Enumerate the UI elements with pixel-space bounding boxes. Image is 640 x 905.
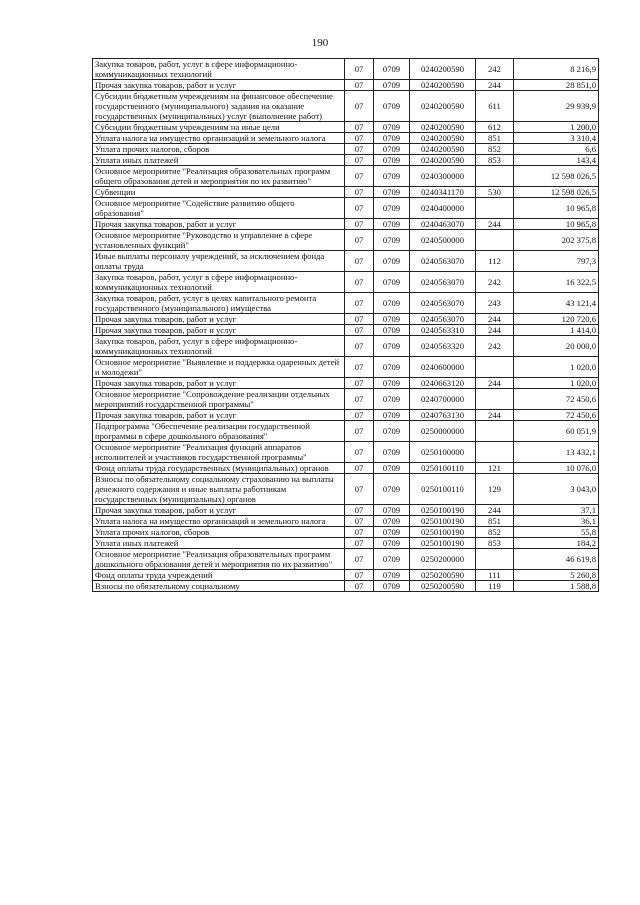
expense-type-cell: 119	[476, 581, 514, 592]
table-row	[93, 59, 599, 80]
section-code-cell: 07	[345, 357, 374, 378]
amount-cell: 60 051,9	[514, 421, 599, 442]
table-row	[93, 527, 599, 538]
section-code-cell: 07	[345, 198, 374, 219]
subsection-code-cell: 0709	[374, 198, 410, 219]
table-row	[93, 251, 599, 272]
expense-name-cell: Фонд оплаты труда государственных (муниципальных) органов	[93, 463, 345, 474]
table-row	[93, 516, 599, 527]
section-code-cell: 07	[345, 463, 374, 474]
subsection-code-cell: 0709	[374, 549, 410, 570]
subsection-code-cell: 0709	[374, 527, 410, 538]
subsection-code-cell: 0709	[374, 272, 410, 293]
subsection-code-cell: 0709	[374, 505, 410, 516]
target-article-cell: 0240563320	[410, 336, 476, 357]
amount-cell: 72 450,6	[514, 389, 599, 410]
target-article-cell: 0240563070	[410, 314, 476, 325]
expense-name-cell: Основное мероприятие "Руководство и управление в сфере установленных функций"	[93, 230, 345, 251]
section-code-cell: 07	[345, 80, 374, 91]
amount-cell: 797,3	[514, 251, 599, 272]
subsection-code-cell: 0709	[374, 570, 410, 581]
expense-type-cell: 852	[476, 144, 514, 155]
target-article-cell: 0240763130	[410, 410, 476, 421]
expense-type-cell: 129	[476, 474, 514, 505]
expense-type-cell: 242	[476, 59, 514, 80]
expense-type-cell: 242	[476, 336, 514, 357]
table-row	[93, 463, 599, 474]
amount-cell: 29 939,9	[514, 91, 599, 122]
target-article-cell: 0250100190	[410, 505, 476, 516]
table-row	[93, 505, 599, 516]
section-code-cell: 07	[345, 272, 374, 293]
expense-name-cell: Основное мероприятие "Содействие развитию общего образования"	[93, 198, 345, 219]
table-row	[93, 421, 599, 442]
expense-name-cell: Уплата прочих налогов, сборов	[93, 527, 345, 538]
amount-cell: 43 121,4	[514, 293, 599, 314]
table-row	[93, 230, 599, 251]
table-row	[93, 325, 599, 336]
subsection-code-cell: 0709	[374, 314, 410, 325]
section-code-cell: 07	[345, 166, 374, 187]
subsection-code-cell: 0709	[374, 155, 410, 166]
target-article-cell: 0250200000	[410, 549, 476, 570]
table-row	[93, 538, 599, 549]
subsection-code-cell: 0709	[374, 219, 410, 230]
expense-type-cell	[476, 230, 514, 251]
target-article-cell: 0240700000	[410, 389, 476, 410]
target-article-cell: 0240563070	[410, 251, 476, 272]
expense-type-cell	[476, 421, 514, 442]
expense-type-cell: 612	[476, 122, 514, 133]
expense-name-cell: Субвенции	[93, 187, 345, 198]
section-code-cell: 07	[345, 230, 374, 251]
subsection-code-cell: 0709	[374, 421, 410, 442]
amount-cell: 1 588,8	[514, 581, 599, 592]
expense-name-cell: Уплата иных платежей	[93, 538, 345, 549]
subsection-code-cell: 0709	[374, 389, 410, 410]
subsection-code-cell: 0709	[374, 538, 410, 549]
table-row	[93, 187, 599, 198]
expense-type-cell: 243	[476, 293, 514, 314]
expense-name-cell: Подпрограмма "Обеспечение реализации государственной программы в сфере дошкольного образования"	[93, 421, 345, 442]
table-row	[93, 474, 599, 505]
subsection-code-cell: 0709	[374, 442, 410, 463]
expense-type-cell: 244	[476, 505, 514, 516]
table-row	[93, 122, 599, 133]
expense-type-cell: 121	[476, 463, 514, 474]
target-article-cell: 0250200590	[410, 570, 476, 581]
table-row	[93, 166, 599, 187]
subsection-code-cell: 0709	[374, 516, 410, 527]
amount-cell: 12 598 026,5	[514, 187, 599, 198]
section-code-cell: 07	[345, 187, 374, 198]
amount-cell: 1 020,0	[514, 357, 599, 378]
table-row	[93, 91, 599, 122]
subsection-code-cell: 0709	[374, 59, 410, 80]
target-article-cell: 0240300000	[410, 166, 476, 187]
amount-cell: 55,8	[514, 527, 599, 538]
amount-cell: 28 851,0	[514, 80, 599, 91]
expense-name-cell: Прочая закупка товаров, работ и услуг	[93, 410, 345, 421]
expense-type-cell: 851	[476, 133, 514, 144]
section-code-cell: 07	[345, 155, 374, 166]
subsection-code-cell: 0709	[374, 293, 410, 314]
expense-type-cell: 242	[476, 272, 514, 293]
expense-type-cell: 244	[476, 325, 514, 336]
amount-cell: 6,6	[514, 144, 599, 155]
expense-name-cell: Закупка товаров, работ, услуг в сфере информационно-коммуникационных технологий	[93, 59, 345, 80]
section-code-cell: 07	[345, 122, 374, 133]
amount-cell: 3 043,0	[514, 474, 599, 505]
target-article-cell: 0250100190	[410, 538, 476, 549]
subsection-code-cell: 0709	[374, 166, 410, 187]
expense-name-cell: Основное мероприятие "Реализация образовательных программ дошкольного образования детей и мероприятия по их развитию"	[93, 549, 345, 570]
table-row	[93, 570, 599, 581]
table-row	[93, 144, 599, 155]
subsection-code-cell: 0709	[374, 144, 410, 155]
expense-name-cell: Уплата иных платежей	[93, 155, 345, 166]
table-row	[93, 442, 599, 463]
expense-type-cell: 244	[476, 219, 514, 230]
target-article-cell: 0250100000	[410, 442, 476, 463]
expense-name-cell: Основное мероприятие "Выявление и поддержка одаренных детей и молодежи"	[93, 357, 345, 378]
expense-type-cell: 111	[476, 570, 514, 581]
expense-name-cell: Прочая закупка товаров, работ и услуг	[93, 325, 345, 336]
section-code-cell: 07	[345, 251, 374, 272]
target-article-cell: 0250100190	[410, 527, 476, 538]
section-code-cell: 07	[345, 293, 374, 314]
amount-cell: 120 720,6	[514, 314, 599, 325]
expense-name-cell: Взносы по обязательному социальному страхованию на выплаты денежного содержания и иные выплаты работникам государственных (муниципальных) органов	[93, 474, 345, 505]
amount-cell: 184,2	[514, 538, 599, 549]
subsection-code-cell: 0709	[374, 581, 410, 592]
expense-type-cell: 244	[476, 314, 514, 325]
expense-type-cell: 611	[476, 91, 514, 122]
target-article-cell: 0240200590	[410, 133, 476, 144]
section-code-cell: 07	[345, 516, 374, 527]
expense-name-cell: Основное мероприятие "Сопровождение реализации отдельных мероприятий государственной программы"	[93, 389, 345, 410]
page-number: 190	[311, 37, 329, 49]
target-article-cell: 0240200590	[410, 155, 476, 166]
expense-name-cell: Прочая закупка товаров, работ и услуг	[93, 80, 345, 91]
section-code-cell: 07	[345, 336, 374, 357]
target-article-cell: 0240200590	[410, 59, 476, 80]
target-article-cell: 0240563070	[410, 272, 476, 293]
target-article-cell: 0240341170	[410, 187, 476, 198]
section-code-cell: 07	[345, 314, 374, 325]
expense-name-cell: Субсидии бюджетным учреждениям на финансовое обеспечение государственного (муниципального) задания на оказание государственных (муниципальных) услуг (выполнение работ)	[93, 91, 345, 122]
expense-type-cell: 244	[476, 410, 514, 421]
amount-cell: 46 619,8	[514, 549, 599, 570]
expense-type-cell: 851	[476, 516, 514, 527]
expense-name-cell: Прочая закупка товаров, работ и услуг	[93, 505, 345, 516]
target-article-cell: 0250000000	[410, 421, 476, 442]
section-code-cell: 07	[345, 410, 374, 421]
table-row	[93, 272, 599, 293]
table-row	[93, 80, 599, 91]
target-article-cell: 0240600000	[410, 357, 476, 378]
subsection-code-cell: 0709	[374, 463, 410, 474]
expense-name-cell: Субсидии бюджетным учреждениям на иные цели	[93, 122, 345, 133]
subsection-code-cell: 0709	[374, 187, 410, 198]
amount-cell: 1 020,0	[514, 378, 599, 389]
amount-cell: 1 200,0	[514, 122, 599, 133]
subsection-code-cell: 0709	[374, 336, 410, 357]
target-article-cell: 0240663120	[410, 378, 476, 389]
expense-name-cell: Закупка товаров, работ, услуг в сфере информационно-коммуникационных технологий	[93, 272, 345, 293]
table-row	[93, 357, 599, 378]
subsection-code-cell: 0709	[374, 91, 410, 122]
amount-cell: 143,4	[514, 155, 599, 166]
expense-name-cell: Иные выплаты персоналу учреждений, за исключением фонда оплаты труда	[93, 251, 345, 272]
amount-cell: 1 414,0	[514, 325, 599, 336]
target-article-cell: 0240200590	[410, 80, 476, 91]
expense-type-cell: 112	[476, 251, 514, 272]
section-code-cell: 07	[345, 505, 374, 516]
target-article-cell: 0250100190	[410, 516, 476, 527]
table-row	[93, 293, 599, 314]
subsection-code-cell: 0709	[374, 378, 410, 389]
section-code-cell: 07	[345, 325, 374, 336]
section-code-cell: 07	[345, 144, 374, 155]
target-article-cell: 0240563070	[410, 293, 476, 314]
expense-name-cell: Взносы по обязательному социальному	[93, 581, 345, 592]
target-article-cell: 0250100110	[410, 474, 476, 505]
expense-type-cell	[476, 442, 514, 463]
amount-cell: 12 598 026,5	[514, 166, 599, 187]
section-code-cell: 07	[345, 527, 374, 538]
section-code-cell: 07	[345, 59, 374, 80]
table-row	[93, 581, 599, 592]
expense-name-cell: Уплата налога на имущество организаций и земельного налога	[93, 516, 345, 527]
subsection-code-cell: 0709	[374, 410, 410, 421]
section-code-cell: 07	[345, 378, 374, 389]
target-article-cell: 0250100110	[410, 463, 476, 474]
expense-type-cell	[476, 389, 514, 410]
section-code-cell: 07	[345, 219, 374, 230]
target-article-cell: 0240400000	[410, 198, 476, 219]
section-code-cell: 07	[345, 133, 374, 144]
subsection-code-cell: 0709	[374, 80, 410, 91]
expense-type-cell	[476, 357, 514, 378]
subsection-code-cell: 0709	[374, 122, 410, 133]
expense-name-cell: Закупка товаров, работ, услуг в целях капитального ремонта государственного (муниципального) имущества	[93, 293, 345, 314]
section-code-cell: 07	[345, 421, 374, 442]
target-article-cell: 0240463070	[410, 219, 476, 230]
table-row	[93, 133, 599, 144]
section-code-cell: 07	[345, 389, 374, 410]
expense-type-cell: 244	[476, 378, 514, 389]
amount-cell: 8 216,9	[514, 59, 599, 80]
section-code-cell: 07	[345, 581, 374, 592]
table-row	[93, 198, 599, 219]
section-code-cell: 07	[345, 474, 374, 505]
amount-cell: 16 322,5	[514, 272, 599, 293]
expense-name-cell: Закупка товаров, работ, услуг в сфере информационно-коммуникационных технологий	[93, 336, 345, 357]
subsection-code-cell: 0709	[374, 251, 410, 272]
subsection-code-cell: 0709	[374, 474, 410, 505]
target-article-cell: 0240200590	[410, 91, 476, 122]
target-article-cell: 0240563310	[410, 325, 476, 336]
amount-cell: 36,1	[514, 516, 599, 527]
target-article-cell: 0240200590	[410, 144, 476, 155]
subsection-code-cell: 0709	[374, 325, 410, 336]
subsection-code-cell: 0709	[374, 133, 410, 144]
expense-name-cell: Основное мероприятие "Реализация образовательных программ общего образования детей и мероприятия по их развитию"	[93, 166, 345, 187]
amount-cell: 10 965,8	[514, 219, 599, 230]
section-code-cell: 07	[345, 549, 374, 570]
table-row	[93, 549, 599, 570]
target-article-cell: 0250200590	[410, 581, 476, 592]
table-row	[93, 336, 599, 357]
table-row	[93, 314, 599, 325]
budget-table-body	[93, 59, 599, 592]
expense-name-cell: Основное мероприятие "Реализация функций аппаратов исполнителей и участников государственной программы"	[93, 442, 345, 463]
table-row	[93, 155, 599, 166]
section-code-cell: 07	[345, 538, 374, 549]
amount-cell: 10 076,0	[514, 463, 599, 474]
expense-name-cell: Фонд оплаты труда учреждений	[93, 570, 345, 581]
amount-cell: 13 432,1	[514, 442, 599, 463]
subsection-code-cell: 0709	[374, 357, 410, 378]
section-code-cell: 07	[345, 442, 374, 463]
expense-name-cell: Прочая закупка товаров, работ и услуг	[93, 378, 345, 389]
amount-cell: 202 375,8	[514, 230, 599, 251]
table-row	[93, 378, 599, 389]
budget-table	[92, 58, 599, 592]
expense-type-cell	[476, 166, 514, 187]
section-code-cell: 07	[345, 91, 374, 122]
amount-cell: 3 310,4	[514, 133, 599, 144]
amount-cell: 72 450,6	[514, 410, 599, 421]
amount-cell: 20 000,0	[514, 336, 599, 357]
amount-cell: 5 260,8	[514, 570, 599, 581]
expense-name-cell: Прочая закупка товаров, работ и услуг	[93, 314, 345, 325]
expense-name-cell: Прочая закупка товаров, работ и услуг	[93, 219, 345, 230]
table-row	[93, 410, 599, 421]
expense-name-cell: Уплата прочих налогов, сборов	[93, 144, 345, 155]
expense-type-cell: 530	[476, 187, 514, 198]
expense-type-cell	[476, 549, 514, 570]
amount-cell: 10 965,8	[514, 198, 599, 219]
expense-type-cell: 853	[476, 538, 514, 549]
table-row	[93, 219, 599, 230]
expense-type-cell	[476, 198, 514, 219]
target-article-cell: 0240500000	[410, 230, 476, 251]
section-code-cell: 07	[345, 570, 374, 581]
expense-name-cell: Уплата налога на имущество организаций и земельного налога	[93, 133, 345, 144]
expense-type-cell: 853	[476, 155, 514, 166]
expense-type-cell: 852	[476, 527, 514, 538]
table-row	[93, 389, 599, 410]
target-article-cell: 0240200590	[410, 122, 476, 133]
subsection-code-cell: 0709	[374, 230, 410, 251]
expense-type-cell: 244	[476, 80, 514, 91]
amount-cell: 37,1	[514, 505, 599, 516]
